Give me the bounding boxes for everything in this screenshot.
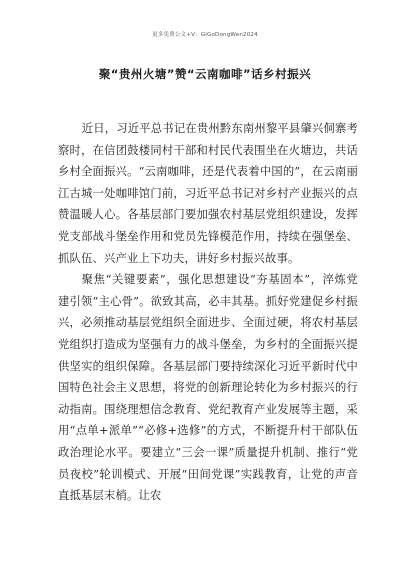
header-note: 更多免费公文+V：GiGoDongWen2024 [152,32,258,38]
paragraph: 近日，习近平总书记在贵州黔东南州黎平县肇兴侗寨考察时，在信团鼓楼同村干部和村民代表围坐在火塘边，共话乡村全面振兴。“云南咖啡，还是代表着中国的”，在云南丽江古城一处咖啡馆门前，习近平总书记对乡村产业振兴的点赞温暖人心。各基层部门要加强农村基层党组织建设，发挥党支部战斗堡垒作用和党员先锋模范作用，持续在强堡垒、抓队伍、兴产业上下功夫，讲好乡村振兴故事。 [58,122,358,265]
paragraph: 聚焦“关键要素”，强化思想建设“夯基固本”，淬炼党建引领“主心骨”。欲致其高，必丰其基。抓好党建促乡村振兴，必须推动基层党组织全面进步、全面过硬，将农村基层党组织打造成为坚强有力的战斗堡垒，为乡村的全面振兴提供坚实的组织保障。各基层部门要持续深化习近平新时代中国特色社会主义思想，将党的创新理论转化为乡村振兴的行动指南。围绕理想信念教育、党纪教育产业发展等主题，采用“点单+派单”“必修+选修”的方式，不断提升村干部队伍政治理论水平。要建立“三会一课”质量提升机制、推行“党员夜校”轮训模式、开展“田间党课”实践教育，让党的声音直抵基层末梢。让农 [58,273,358,503]
document-body [58,118,358,507]
document-title: 聚“贵州火塘”赞“云南咖啡”话乡村振兴 [98,67,312,81]
